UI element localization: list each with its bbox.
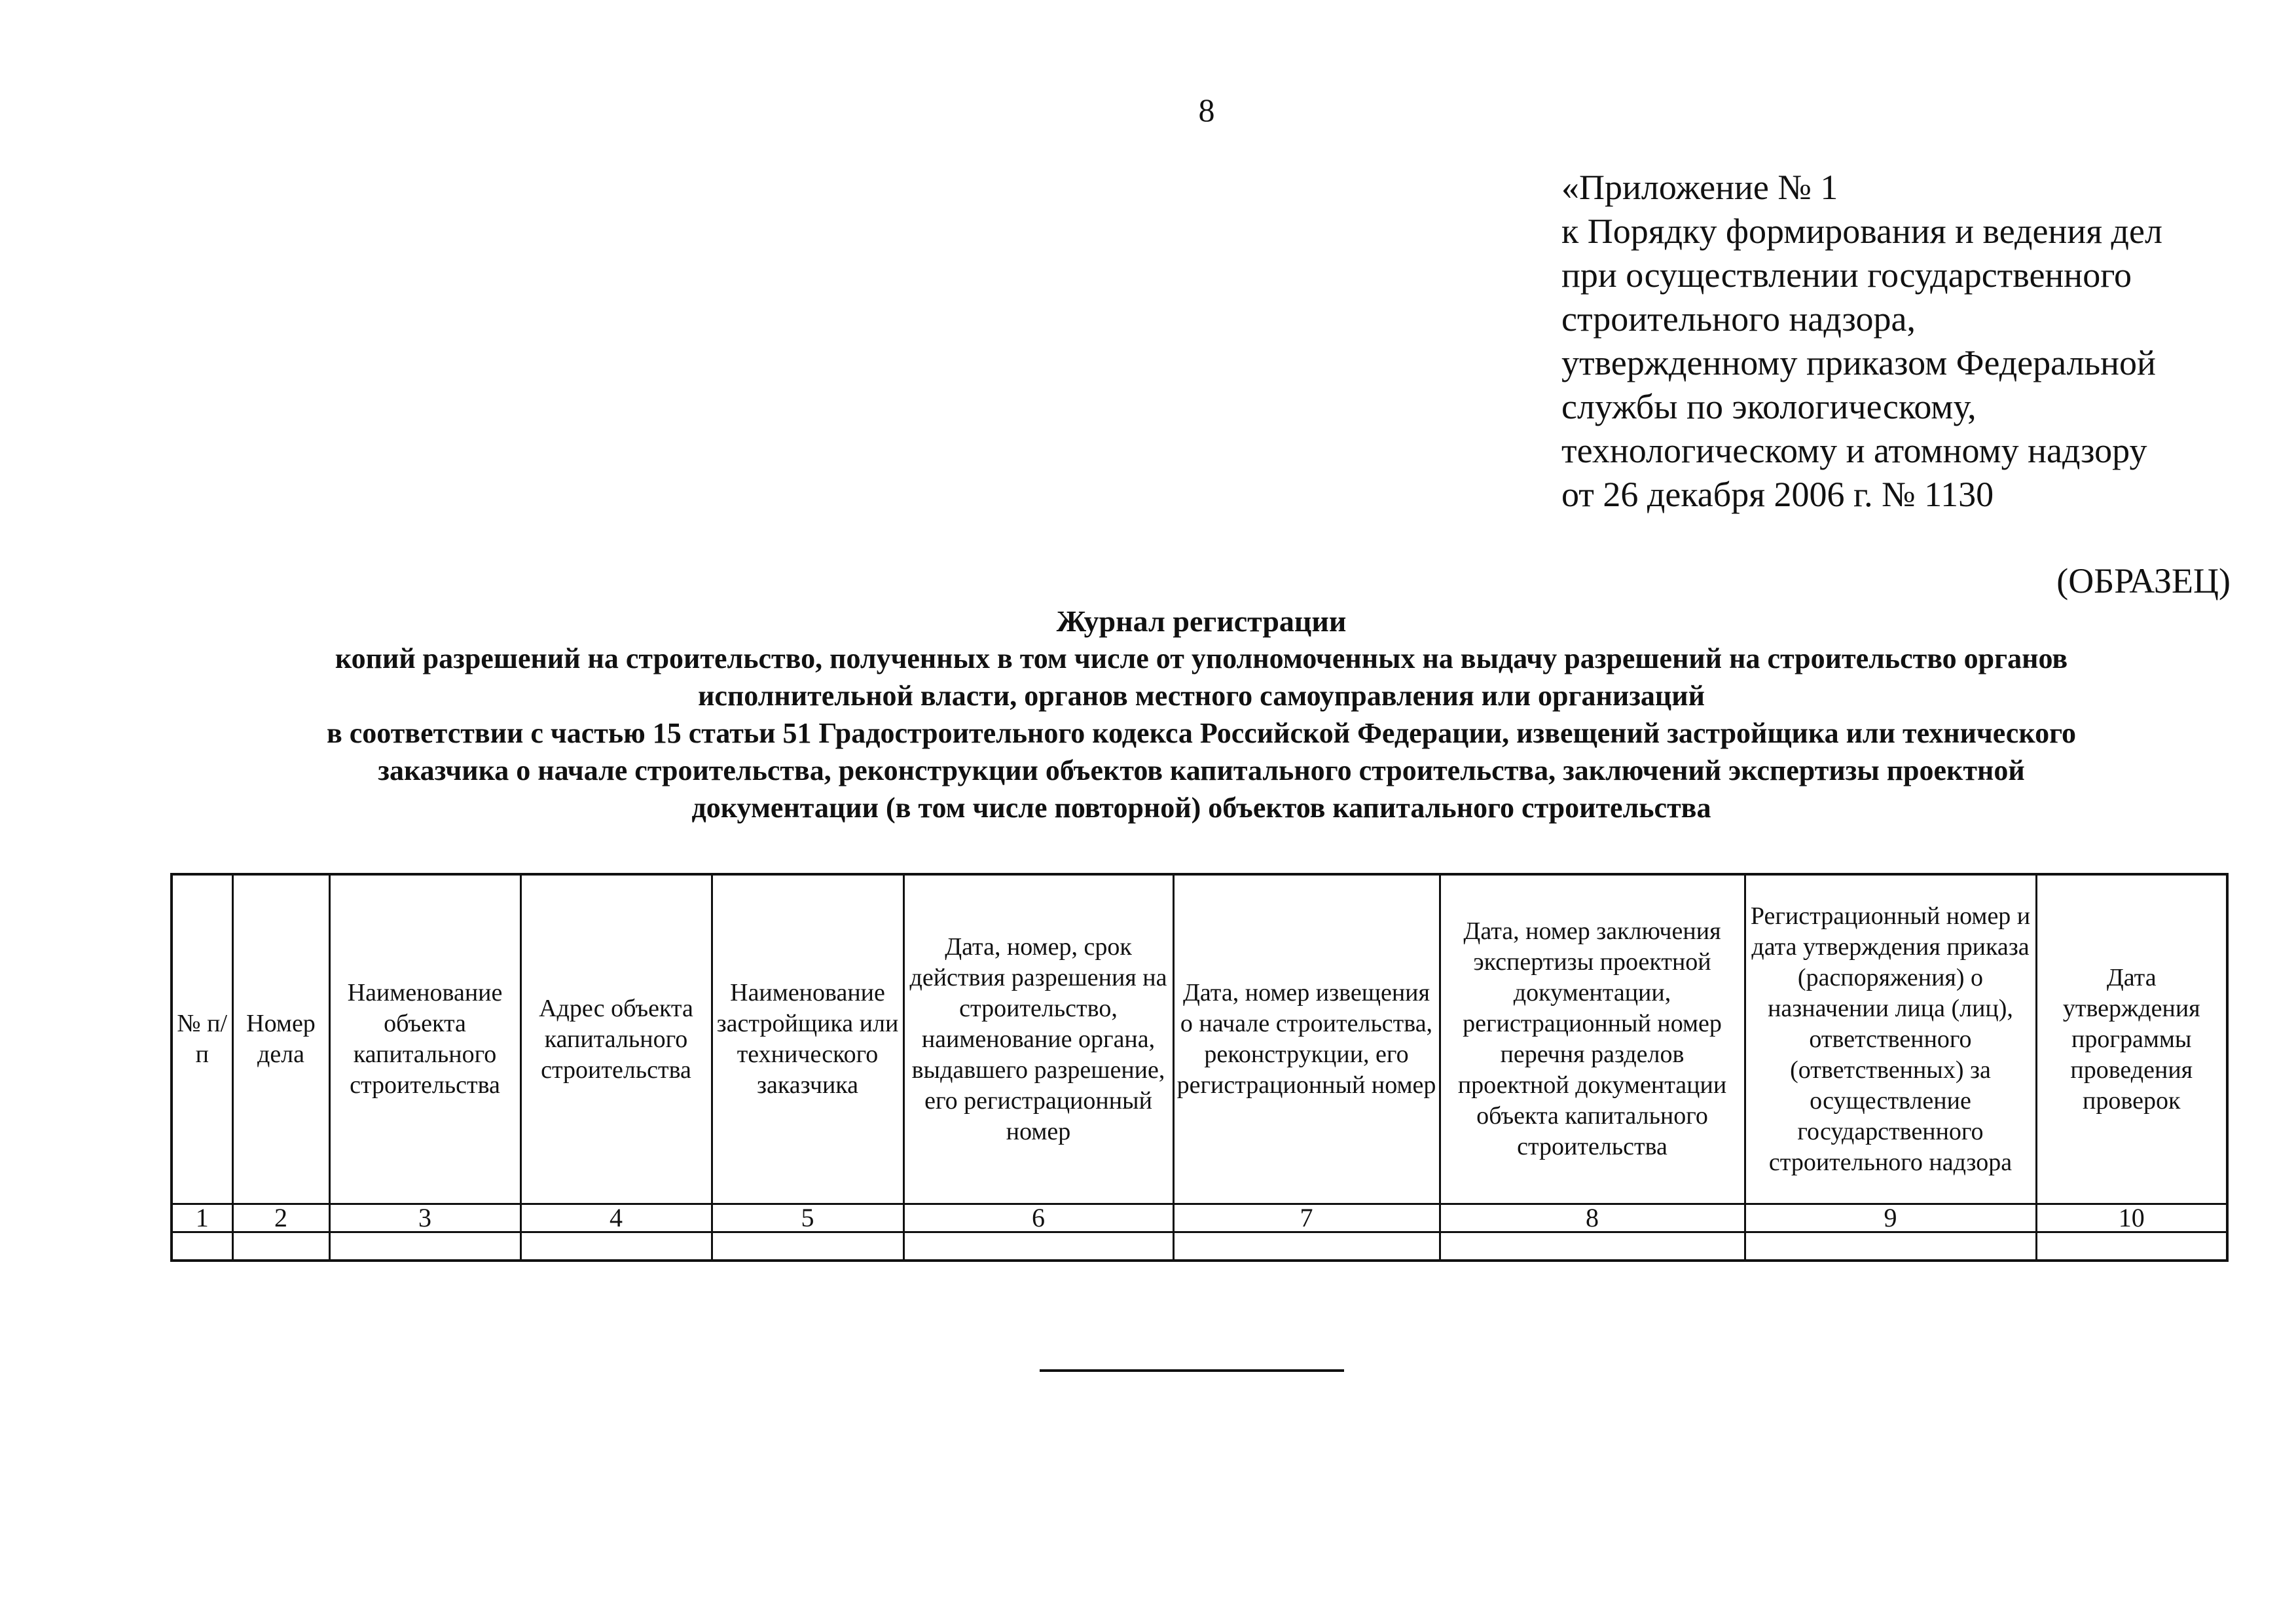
- appendix-line: «Приложение № 1: [1561, 168, 1838, 207]
- column-header: Дата утверждения программы проведения проверок: [2036, 874, 2227, 1204]
- column-header: Дата, номер заключения экспертизы проектной документации, регистрационный номер перечня разделов проектной документации объекта капитального строительства: [1440, 874, 1745, 1204]
- column-number: 1: [172, 1204, 232, 1232]
- sample-label: (ОБРАЗЕЦ): [2056, 561, 2231, 600]
- empty-entry-row: [172, 1232, 2227, 1261]
- page-number: 8: [1198, 92, 1215, 128]
- column-number: 3: [329, 1204, 520, 1232]
- column-header: Наименование застройщика или технического заказчика: [712, 874, 903, 1204]
- column-number: 2: [232, 1204, 329, 1232]
- table-cell: [232, 1232, 329, 1261]
- closing-rule-line: [1040, 1369, 1344, 1372]
- registration-journal-table: [170, 873, 2229, 1262]
- appendix-note: [1561, 166, 2269, 517]
- appendix-line: службы по экологическому,: [1561, 387, 1977, 426]
- appendix-line: утвержденному приказом Федеральной: [1561, 343, 2156, 382]
- journal-title: [170, 602, 2232, 826]
- table-cell: [1440, 1232, 1745, 1261]
- column-number: 9: [1745, 1204, 2036, 1232]
- journal-title-main: Журнал регистрации: [1056, 604, 1347, 638]
- table-cell: [2036, 1232, 2227, 1261]
- journal-title-line: в соответствии с частью 15 статьи 51 Градостроительного кодекса Российской Федерации, извещений застройщика или технического: [326, 717, 2076, 749]
- column-header: Номер дела: [232, 874, 329, 1204]
- journal-title-line: документации (в том числе повторной) объектов капитального строительства: [691, 792, 1711, 824]
- header-row: [172, 874, 2227, 1204]
- appendix-line: от 26 декабря 2006 г. № 1130: [1561, 475, 1994, 514]
- column-number: 10: [2036, 1204, 2227, 1232]
- column-header: Наименование объекта капитального строительства: [329, 874, 520, 1204]
- appendix-line: технологическому и атомному надзору: [1561, 431, 2147, 470]
- column-number: 7: [1173, 1204, 1440, 1232]
- table-cell: [520, 1232, 712, 1261]
- journal-title-line: исполнительной власти, органов местного самоуправления или организаций: [698, 680, 1705, 712]
- appendix-line: к Порядку формирования и ведения дел: [1561, 212, 2162, 251]
- column-number: 8: [1440, 1204, 1745, 1232]
- appendix-line: при осуществлении государственного: [1561, 255, 2132, 295]
- table-cell: [1745, 1232, 2036, 1261]
- appendix-line: строительного надзора,: [1561, 299, 1916, 339]
- journal-title-line: заказчика о начале строительства, реконструкции объектов капитального строительства, заключений экспертизы проектной: [378, 754, 2025, 786]
- table-cell: [172, 1232, 232, 1261]
- column-header: Дата, номер извещения о начале строительства, реконструкции, его регистрационный номер: [1173, 874, 1440, 1204]
- column-header: Адрес объекта капитального строительства: [520, 874, 712, 1204]
- column-number: 6: [903, 1204, 1173, 1232]
- column-number-row: [172, 1204, 2227, 1232]
- table-cell: [903, 1232, 1173, 1261]
- journal-title-line: копий разрешений на строительство, полученных в том числе от уполномоченных на выдачу разрешений на строительство органов: [335, 642, 2068, 674]
- column-header: № п/п: [172, 874, 232, 1204]
- table-cell: [712, 1232, 903, 1261]
- column-number: 4: [520, 1204, 712, 1232]
- column-header: Дата, номер, срок действия разрешения на строительство, наименование органа, выдавшего разрешение, его регистрационный номер: [903, 874, 1173, 1204]
- table-cell: [329, 1232, 520, 1261]
- table-cell: [1173, 1232, 1440, 1261]
- column-header: Регистрационный номер и дата утверждения приказа (распоряжения) о назначении лица (лиц), ответственного (ответственных) за осуществление государственного строительного надзора: [1745, 874, 2036, 1204]
- column-number: 5: [712, 1204, 903, 1232]
